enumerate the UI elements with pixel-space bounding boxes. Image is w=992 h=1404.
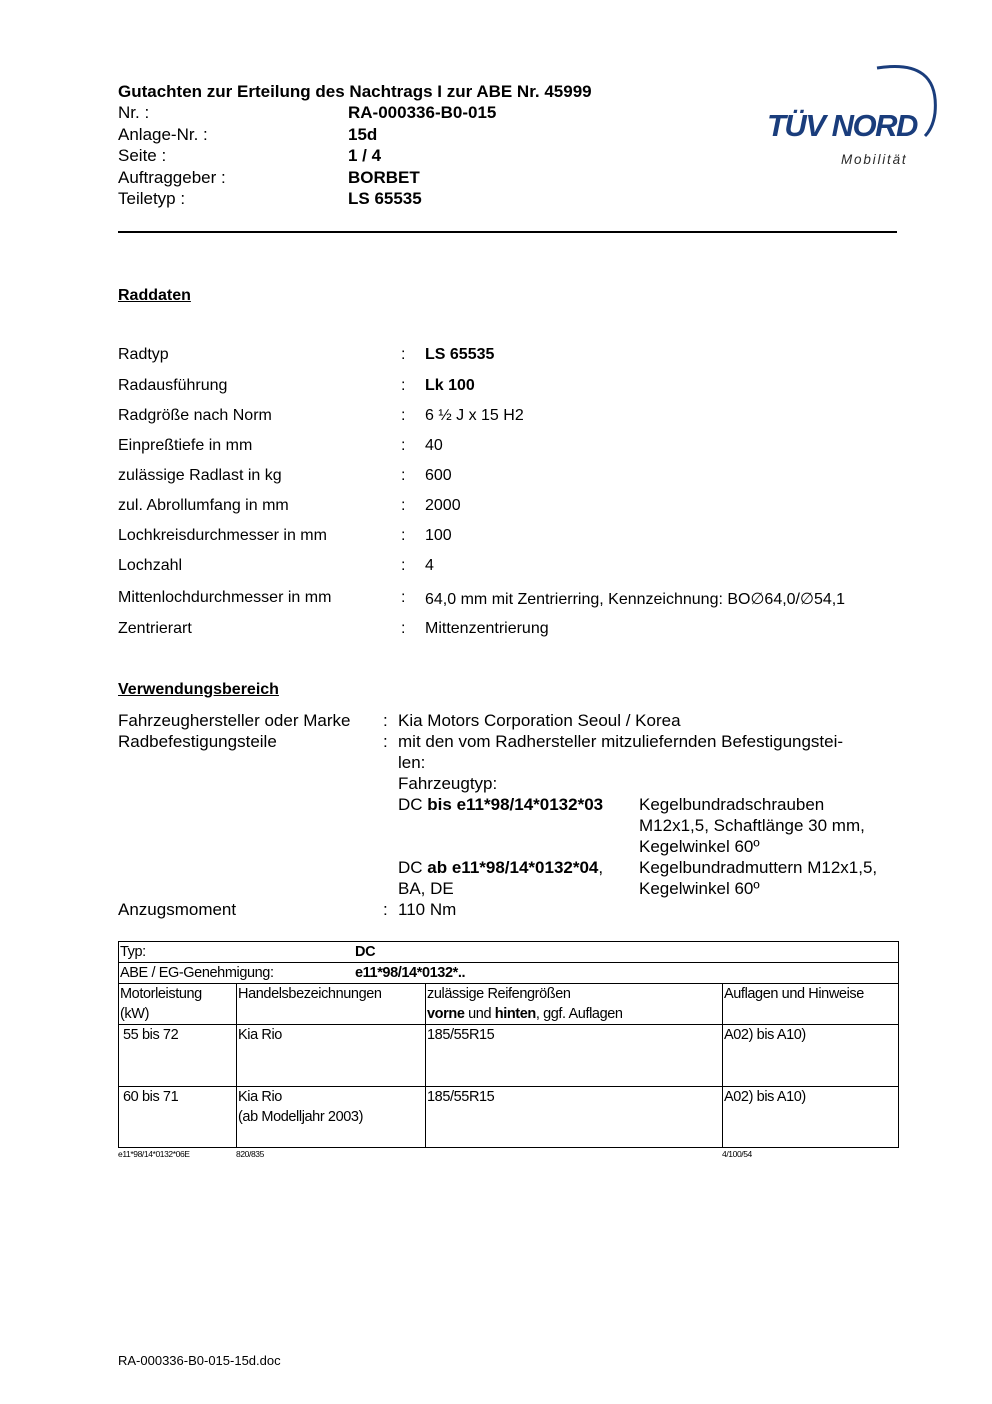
header-field-label: Auftraggeber : — [118, 167, 226, 187]
cell-name — [237, 1087, 426, 1148]
dc-prefix: DC — [398, 795, 428, 814]
header-field-value: LS 65535 — [348, 189, 422, 208]
header-field-label: Seite : — [118, 146, 167, 165]
header-field-value: 15d — [348, 124, 378, 144]
footnote-right: 4/100/54 — [722, 1149, 752, 1159]
dc-approval: ab e11*98/14*0132*04 — [427, 858, 599, 877]
colon: : — [401, 437, 406, 454]
raddaten-label: Mittenlochdurchmesser in mm — [118, 589, 332, 606]
colon: : — [401, 589, 406, 606]
footnote-mid: 820/835 — [236, 1149, 264, 1159]
cell-name: Kia Rio — [237, 1025, 426, 1087]
raddaten-value: 64,0 mm mit Zentrierring, Kennzeichnung: BO∅64,0/∅54,1 — [425, 591, 846, 608]
header-und: und — [464, 1006, 495, 1022]
vehicle-table — [118, 941, 899, 1148]
befestigung-line2: len: — [398, 753, 426, 772]
colon: : — [383, 900, 388, 919]
raddaten-value: 100 — [425, 527, 452, 544]
col-header-motor — [119, 984, 237, 1025]
raddaten-label: Zentrierart — [118, 620, 192, 637]
raddaten-value: LS 65535 — [425, 346, 495, 363]
dc-variant-1-desc — [639, 794, 865, 857]
logo-wordmark: TÜV NORD — [767, 108, 917, 143]
cell-kw: 60 bis 71 — [119, 1087, 237, 1148]
dc-variant-2-desc — [639, 857, 877, 899]
table-row-typ — [119, 942, 899, 963]
header-field — [118, 167, 658, 189]
desc-line: Kegelbundradschrauben — [639, 795, 825, 814]
raddaten-value: 40 — [425, 437, 443, 454]
typ-value: DC — [355, 944, 376, 960]
col-header-name: Handelsbezeichnungen — [237, 984, 426, 1025]
section-heading-raddaten: Raddaten — [118, 287, 191, 304]
abe-value: e11*98/14*0132*.. — [355, 965, 466, 981]
raddaten-label: Radgröße nach Norm — [118, 407, 272, 424]
dc-approval: bis e11*98/14*0132*03 — [427, 795, 604, 814]
fahrzeugtyp-label: Fahrzeugtyp: — [398, 774, 498, 793]
raddaten-label: zulässige Radlast in kg — [118, 467, 282, 484]
desc-line: M12x1,5, Schaftlänge 30 mm, — [639, 816, 865, 835]
raddaten-value: 4 — [425, 557, 434, 574]
header-line: Motorleistung — [120, 986, 202, 1002]
header-field — [118, 188, 658, 210]
cell-notes: A02) bis A10) — [723, 1087, 899, 1148]
header-rest: , ggf. Auflagen — [535, 1006, 623, 1022]
colon: : — [401, 346, 406, 363]
abe-label: ABE / EG-Genehmigung: — [120, 965, 274, 981]
desc-line: Kegelbundradmuttern M12x1,5, — [639, 858, 878, 877]
raddaten-label: Radtyp — [118, 346, 169, 363]
header-field-value: BORBET — [348, 167, 420, 187]
header-hinten: hinten — [494, 1006, 536, 1022]
section-heading-verwendung: Verwendungsbereich — [118, 681, 279, 698]
table-row-abe — [119, 963, 899, 984]
cell-tyre: 185/55R15 — [426, 1087, 723, 1148]
befestigung-line1: mit den vom Radhersteller mitzuliefernden Befestigungstei- — [398, 732, 844, 751]
table-header-row — [119, 984, 899, 1025]
document-title: Gutachten zur Erteilung des Nachtrags I zur ABE Nr. 45999 — [118, 82, 592, 101]
raddaten-label: Radausführung — [118, 377, 228, 394]
table-row — [119, 1025, 899, 1087]
header-divider — [118, 231, 897, 233]
header-field — [118, 124, 658, 146]
desc-line: Kegelwinkel 60º — [639, 837, 760, 856]
dc-variant-1 — [398, 794, 603, 815]
logo-subtitle: Mobilität — [841, 152, 908, 167]
tuv-nord-logo — [765, 58, 945, 173]
dc-variant-2-line2: BA, DE — [398, 879, 454, 898]
desc-line: Kegelwinkel 60º — [639, 879, 760, 898]
raddaten-label: Lochkreisdurchmesser in mm — [118, 527, 327, 544]
header-line: zulässige Reifengrößen — [427, 986, 571, 1002]
cell-tyre: 185/55R15 — [426, 1025, 723, 1087]
colon: : — [401, 407, 406, 424]
raddaten-label: Lochzahl — [118, 557, 183, 574]
raddaten-value: Lk 100 — [425, 377, 475, 394]
header-field-label: Nr. : — [118, 103, 150, 122]
header-vorne: vorne — [427, 1006, 465, 1022]
colon: : — [383, 732, 388, 751]
hersteller-value: Kia Motors Corporation Seoul / Korea — [398, 711, 681, 730]
colon: : — [401, 497, 406, 514]
raddaten-value: 600 — [425, 467, 452, 484]
raddaten-value: Mittenzentrierung — [425, 620, 549, 637]
raddaten-label: zul. Abrollumfang in mm — [118, 497, 289, 514]
cell-notes: A02) bis A10) — [723, 1025, 899, 1087]
colon: : — [383, 711, 388, 730]
footnote-left: e11*98/14*0132*06E — [118, 1149, 190, 1159]
hersteller-label: Fahrzeughersteller oder Marke — [118, 711, 351, 730]
colon: : — [401, 557, 406, 574]
table-row — [119, 1087, 899, 1148]
anzug-value: 110 Nm — [398, 900, 457, 919]
typ-label: Typ: — [120, 944, 146, 960]
dc-suffix: , — [598, 858, 604, 877]
dc-variant-2 — [398, 857, 603, 899]
header-fields — [118, 102, 658, 210]
raddaten-value: 6 ½ J x 15 H2 — [425, 407, 524, 424]
header-field — [118, 145, 658, 167]
header-field — [118, 102, 658, 124]
col-header-tyres — [426, 984, 723, 1025]
footer-filename: RA-000336-B0-015-15d.doc — [118, 1353, 281, 1368]
raddaten-value: 2000 — [425, 497, 461, 514]
name-line: Kia Rio — [238, 1089, 282, 1105]
header-line: (kW) — [120, 1006, 149, 1022]
colon: : — [401, 527, 406, 544]
colon: : — [401, 377, 406, 394]
col-header-notes: Auflagen und Hinweise — [723, 984, 899, 1025]
header-field-label: Anlage-Nr. : — [118, 124, 208, 144]
dc-prefix: DC — [398, 858, 428, 877]
raddaten-label: Einpreßtiefe in mm — [118, 437, 253, 454]
header-field-label: Teiletyp : — [118, 189, 186, 208]
cell-kw: 55 bis 72 — [119, 1025, 237, 1087]
colon: : — [401, 467, 406, 484]
header-field-value: RA-000336-B0-015 — [348, 103, 497, 122]
name-line: (ab Modelljahr 2003) — [238, 1109, 363, 1125]
colon: : — [401, 620, 406, 637]
anzug-label: Anzugsmoment — [118, 900, 237, 919]
header-field-value: 1 / 4 — [348, 146, 382, 165]
befestigung-label: Radbefestigungsteile — [118, 732, 277, 751]
